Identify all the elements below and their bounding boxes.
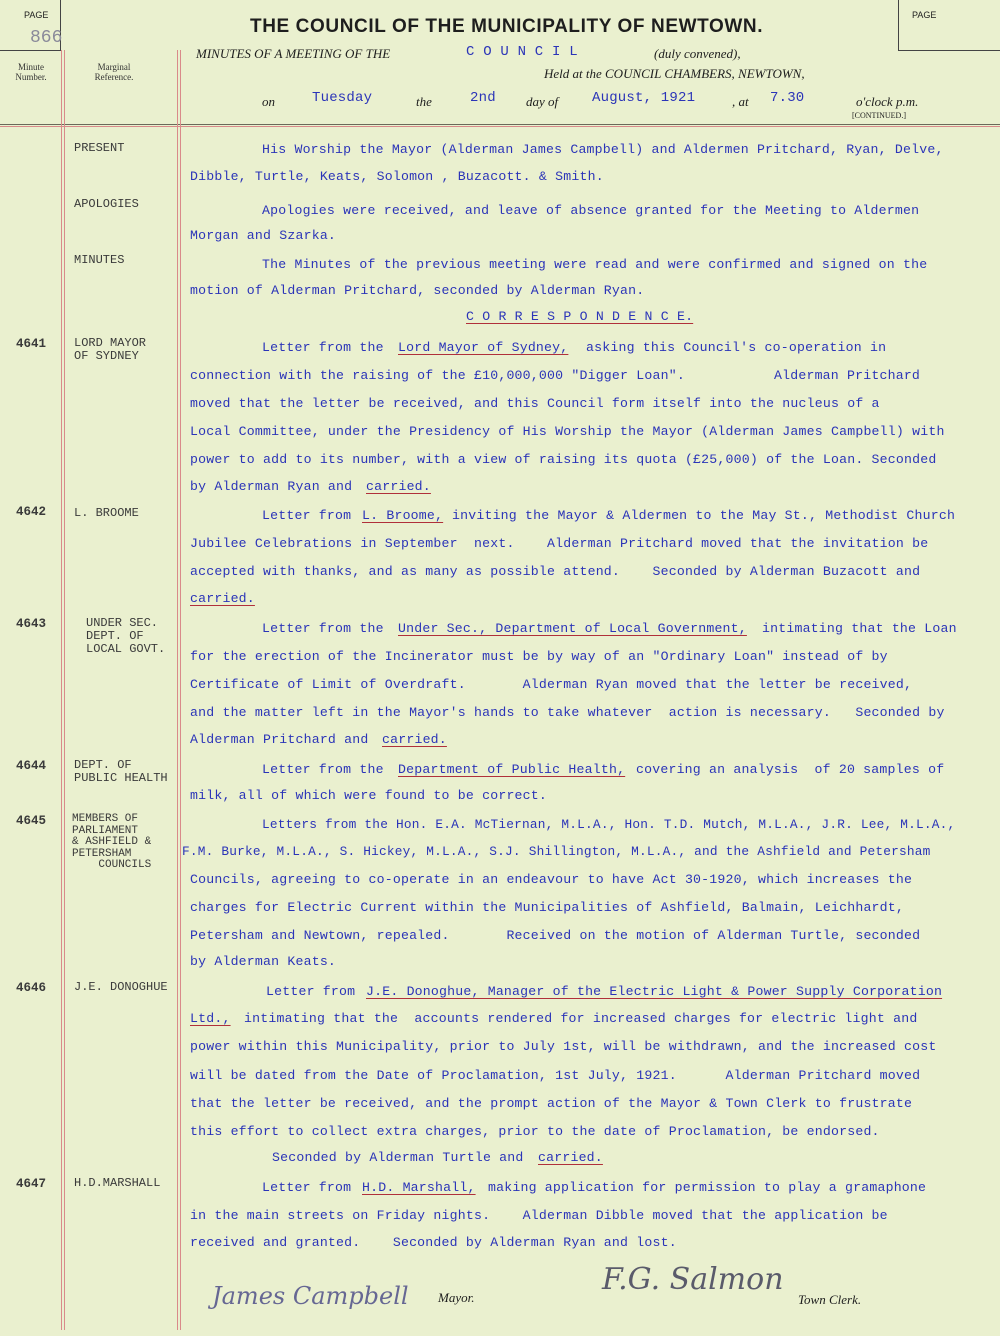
e4646-line-4: will be dated from the Date of Proclamation, 1st July, 1921. Alderman Pritchard moved [190, 1068, 921, 1083]
on-label: on [262, 94, 275, 109]
e4646-line-5: that the letter be received, and the prompt action of the Mayor & Town Clerk to frustrate [190, 1096, 913, 1111]
e4644-line-1a: Letter from the [262, 762, 384, 777]
e4646-line-3: power within this Municipality, prior to July 1st, will be withdrawn, and the increased cost [190, 1039, 937, 1054]
page-label-left: PAGE [24, 10, 49, 20]
e4645-line-2: F.M. Burke, M.L.A., S. Hickey, M.L.A., S.J. Shillington, M.L.A., and the Ashfield and Petersham [182, 844, 931, 859]
town-clerk-signature: F.G. Salmon [602, 1262, 784, 1297]
e4641-line-1b: Lord Mayor of Sydney, [398, 340, 569, 355]
marginal-ref-minutes: MINUTES [74, 253, 125, 267]
column-header-minute-number: Minute Number. [15, 62, 47, 82]
e4642-line-1c: inviting the Mayor & Aldermen to the May St., Methodist Church [452, 508, 956, 523]
margin-line-3 [177, 50, 178, 1330]
held-at-label: Held at the COUNCIL CHAMBERS, NEWTOWN, [544, 66, 805, 81]
day-of-label: day of [526, 94, 559, 109]
margin-line-2 [64, 50, 65, 1330]
minutes-line-1: The Minutes of the previous meeting were read and were confirmed and signed on the [262, 257, 928, 272]
e4641-line-4: Local Committee, under the Presidency of His Worship the Mayor (Alderman James Campbell) with [190, 424, 945, 439]
marginal-ref-4645: MEMBERS OF PARLIAMENT & ASHFIELD & PETERSHAM COUNCILS [72, 813, 152, 871]
minute-number-4646: 4646 [16, 981, 47, 995]
e4642-line-1a: Letter from [262, 508, 352, 523]
e4641-line-6b: carried. [366, 479, 431, 494]
e4645-line-4: charges for Electric Current within the Municipalities of Ashfield, Balmain, Leichhardt, [190, 900, 905, 915]
e4647-line-2: in the main streets on Friday nights. Alderman Dibble moved that the application be [190, 1208, 888, 1223]
header-rule [0, 124, 1000, 125]
e4647-line-3: received and granted. Seconded by Alderman Ryan and lost. [190, 1235, 677, 1250]
minute-number-4647: 4647 [16, 1177, 47, 1191]
minute-number-4644: 4644 [16, 759, 47, 773]
minute-number-4645: 4645 [16, 814, 47, 828]
correspondence-heading: C O R R E S P O N D E N C E. [466, 309, 694, 324]
e4643-line-1a: Letter from the [262, 621, 384, 636]
e4642-line-3: accepted with thanks, and as many as possible attend. Seconded by Alderman Buzacott and [190, 564, 921, 579]
marginal-ref-4641: LORD MAYOR OF SYDNEY [74, 336, 147, 363]
minute-number-4643: 4643 [16, 617, 47, 631]
e4641-line-3: moved that the letter be received, and this Council form itself into the nucleus of a [190, 396, 880, 411]
e4647-line-1a: Letter from [262, 1180, 352, 1195]
e4645-line-1: Letters from the Hon. E.A. McTiernan, M.L.A., Hon. T.D. Mutch, M.L.A., J.R. Lee, M.L.A., [262, 817, 956, 832]
meeting-time: 7.30 [770, 90, 805, 106]
meeting-month-year: August, 1921 [592, 90, 696, 106]
minutes-of-label: MINUTES OF A MEETING OF THE [196, 46, 391, 61]
apologies-line-2: Morgan and Szarka. [190, 228, 337, 243]
e4641-line-6a: by Alderman Ryan and [190, 479, 353, 494]
continued-label: [CONTINUED.] [852, 111, 906, 120]
apologies-line-1: Apologies were received, and leave of absence granted for the Meeting to Aldermen [262, 203, 920, 218]
column-header-marginal-reference: Marginal Reference. [94, 62, 134, 82]
e4646-line-1a: Letter from [266, 984, 356, 999]
margin-line-1 [61, 50, 62, 1330]
e4643-line-4: and the matter left in the Mayor's hands to take whatever action is necessary. Seconded by [190, 705, 945, 720]
e4643-line-5b: carried. [382, 732, 447, 747]
marginal-ref-4642: L. BROOME [74, 506, 139, 520]
e4645-line-3: Councils, agreeing to co-operate in an endeavour to have Act 30-1920, which increases the [190, 872, 913, 887]
e4643-line-5a: Alderman Pritchard and [190, 732, 369, 747]
e4646-line-7b: carried. [538, 1150, 603, 1165]
oclock-label: o'clock p.m. [856, 94, 919, 109]
e4643-line-1c: intimating that the Loan [762, 621, 957, 636]
duly-convened-label: (duly convened), [654, 46, 741, 61]
minute-number-4641: 4641 [16, 337, 47, 351]
the-label: the [416, 94, 432, 109]
present-line-2: Dibble, Turtle, Keats, Solomon , Buzacott. & Smith. [190, 169, 604, 184]
page-label-right: PAGE [912, 10, 937, 20]
e4646-line-6: this effort to collect extra charges, prior to the date of Proclamation, be endorsed. [190, 1124, 880, 1139]
e4646-line-2a: Ltd., [190, 1011, 231, 1026]
e4646-line-7a: Seconded by Alderman Turtle and [272, 1150, 524, 1165]
e4643-line-1b: Under Sec., Department of Local Government, [398, 621, 747, 636]
margin-line-4 [180, 50, 181, 1330]
mayor-signature: James Campbell [212, 1282, 409, 1310]
town-clerk-label: Town Clerk. [798, 1292, 862, 1307]
meeting-body: C O U N C I L [466, 44, 578, 60]
marginal-ref-4643: UNDER SEC. DEPT. OF LOCAL GOVT. [86, 616, 166, 656]
e4641-line-2b: Alderman Pritchard [774, 368, 921, 383]
header-red-rule [0, 126, 1000, 127]
e4641-line-1a: Letter from the [262, 340, 384, 355]
e4641-line-1c: asking this Council's co-operation in [586, 340, 887, 355]
page-title: THE COUNCIL OF THE MUNICIPALITY OF NEWTOWN. [250, 16, 764, 37]
e4644-line-2: milk, all of which were found to be correct. [190, 788, 548, 803]
marginal-ref-4644: DEPT. OF PUBLIC HEALTH [74, 758, 168, 785]
marginal-ref-apologies: APOLOGIES [74, 197, 139, 211]
e4642-line-4: carried. [190, 591, 255, 606]
e4642-line-2: Jubilee Celebrations in September next. Alderman Pritchard moved that the invitation be [190, 536, 929, 551]
marginal-ref-present: PRESENT [74, 141, 125, 155]
at-label: , at [732, 94, 749, 109]
e4642-line-1b: L. Broome, [362, 508, 444, 523]
mayor-label: Mayor. [438, 1290, 475, 1305]
e4643-line-2: for the erection of the Incinerator must be by way of an "Ordinary Loan" instead of by [190, 649, 888, 664]
e4641-line-5: power to add to its number, with a view of raising its quota (£25,000) of the Loan. Seconded [190, 452, 937, 467]
e4643-line-3: Certificate of Limit of Overdraft. Alderman Ryan moved that the letter be received, [190, 677, 913, 692]
page-number-box-right [898, 0, 1000, 51]
minute-number-4642: 4642 [16, 505, 47, 519]
e4644-line-1c: covering an analysis of 20 samples of [636, 762, 945, 777]
e4645-line-6: by Alderman Keats. [190, 954, 337, 969]
marginal-ref-4647: H.D.MARSHALL [74, 1176, 161, 1190]
meeting-weekday: Tuesday [312, 90, 373, 106]
page-number: 866 [30, 28, 63, 48]
e4644-line-1b: Department of Public Health, [398, 762, 626, 777]
e4645-line-5: Petersham and Newtown, repealed. Received on the motion of Alderman Turtle, seconded [190, 928, 921, 943]
e4646-line-2b: intimating that the accounts rendered for increased charges for electric light and [244, 1011, 918, 1026]
e4647-line-1c: making application for permission to play a gramaphone [488, 1180, 927, 1195]
minutes-line-2: motion of Alderman Pritchard, seconded by Alderman Ryan. [190, 283, 645, 298]
e4647-line-1b: H.D. Marshall, [362, 1180, 476, 1195]
marginal-ref-4646: J.E. DONOGHUE [74, 980, 168, 994]
e4646-line-1b: J.E. Donoghue, Manager of the Electric Light & Power Supply Corporation [366, 984, 943, 999]
present-line-1: His Worship the Mayor (Alderman James Campbell) and Aldermen Pritchard, Ryan, Delve, [262, 142, 944, 157]
e4641-line-2: connection with the raising of the £10,000,000 "Digger Loan". [190, 368, 685, 383]
meeting-day: 2nd [470, 90, 496, 106]
